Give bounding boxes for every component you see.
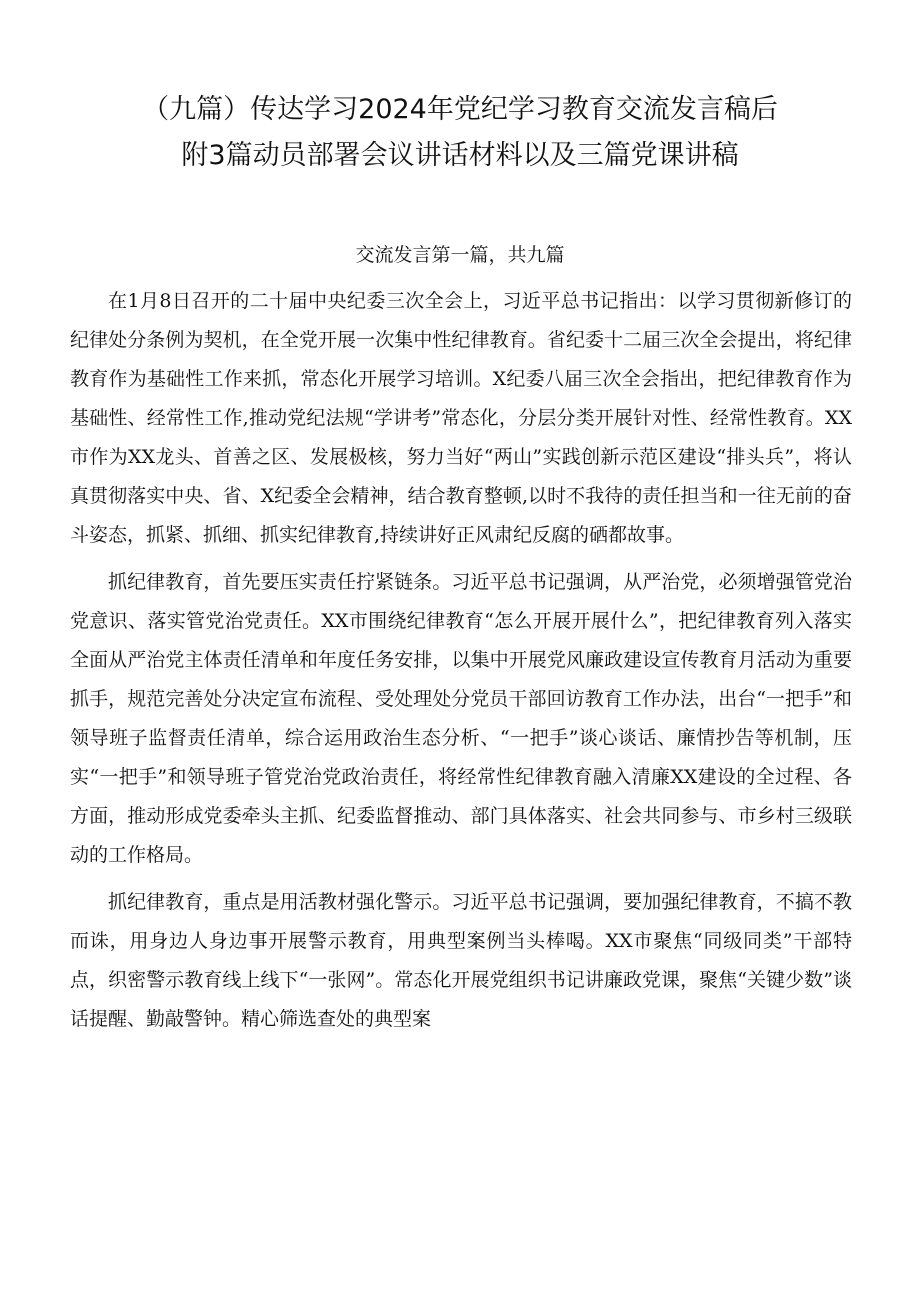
section-heading: 交流发言第一篇，共九篇 [355, 244, 565, 266]
document-title-line-2: 附3篇动员部署会议讲话材料以及三篇党课讲稿 [181, 140, 739, 171]
paragraph-1: 在1月8日召开的二十届中央纪委三次全会上，习近平总书记指出：以学习贯彻新修订的纪律处分条例为契机，在全党开展一次集中性纪律教育。省纪委十二届三次全会提出，将纪律教育作为基础性工作来抓，常态化开展学习培训。X纪委八届三次全会指出，把纪律教育作为基础性、经常性工作,推动党纪法规“学讲考”常态化，分层分类开展针对性、经常性教育。XX市作为XX龙头、首善之区、发展极核，努力当好“两山”实践创新示范区建设“排头兵”，将认真贯彻落实中央、省、X纪委全会精神，结合教育整顿,以时不我待的责任担当和一往无前的奋斗姿态，抓紧、抓细、抓实纪律教育,持续讲好正风肃纪反腐的硒都故事。 [70, 290, 852, 546]
paragraph-3: 抓纪律教育，重点是用活教材强化警示。习近平总书记强调，要加强纪律教育，不搞不教而诛，用身边人身边事开展警示教育，用典型案例当头棒喝。XX市聚焦“同级同类”干部特点，织密警示教育线上线下“一张网”。常态化开展党组织书记讲廉政党课，聚焦“关键少数”谈话提醒、勤敲警钟。精心筛选查处的典型案 [70, 891, 852, 1030]
document-body [70, 282, 852, 1047]
paragraph-2: 抓纪律教育，首先要压实责任拧紧链条。习近平总书记强调，从严治党，必须增强管党治党意识、落实管党治党责任。XX市围绕纪律教育“怎么开展开展什么”，把纪律教育列入落实全面从严治党主体责任清单和年度任务安排，以集中开展党风廉政建设宣传教育月活动为重要抓手，规范完善处分决定宣布流程、受处理处分党员干部回访教育工作办法，出台“一把手”和领导班子监督责任清单，综合运用政治生态分析、“一把手”谈心谈话、廉情抄告等机制，压实“一把手”和领导班子管党治党政治责任，将经常性纪律教育融入清廉XX建设的全过程、各方面，推动形成党委牵头主抓、纪委监督推动、部门具体落实、社会共同参与、市乡村三级联动的工作格局。 [70, 571, 852, 866]
document-title-line-1: （九篇）传达学习2024年党纪学习教育交流发言稿后 [142, 94, 778, 125]
